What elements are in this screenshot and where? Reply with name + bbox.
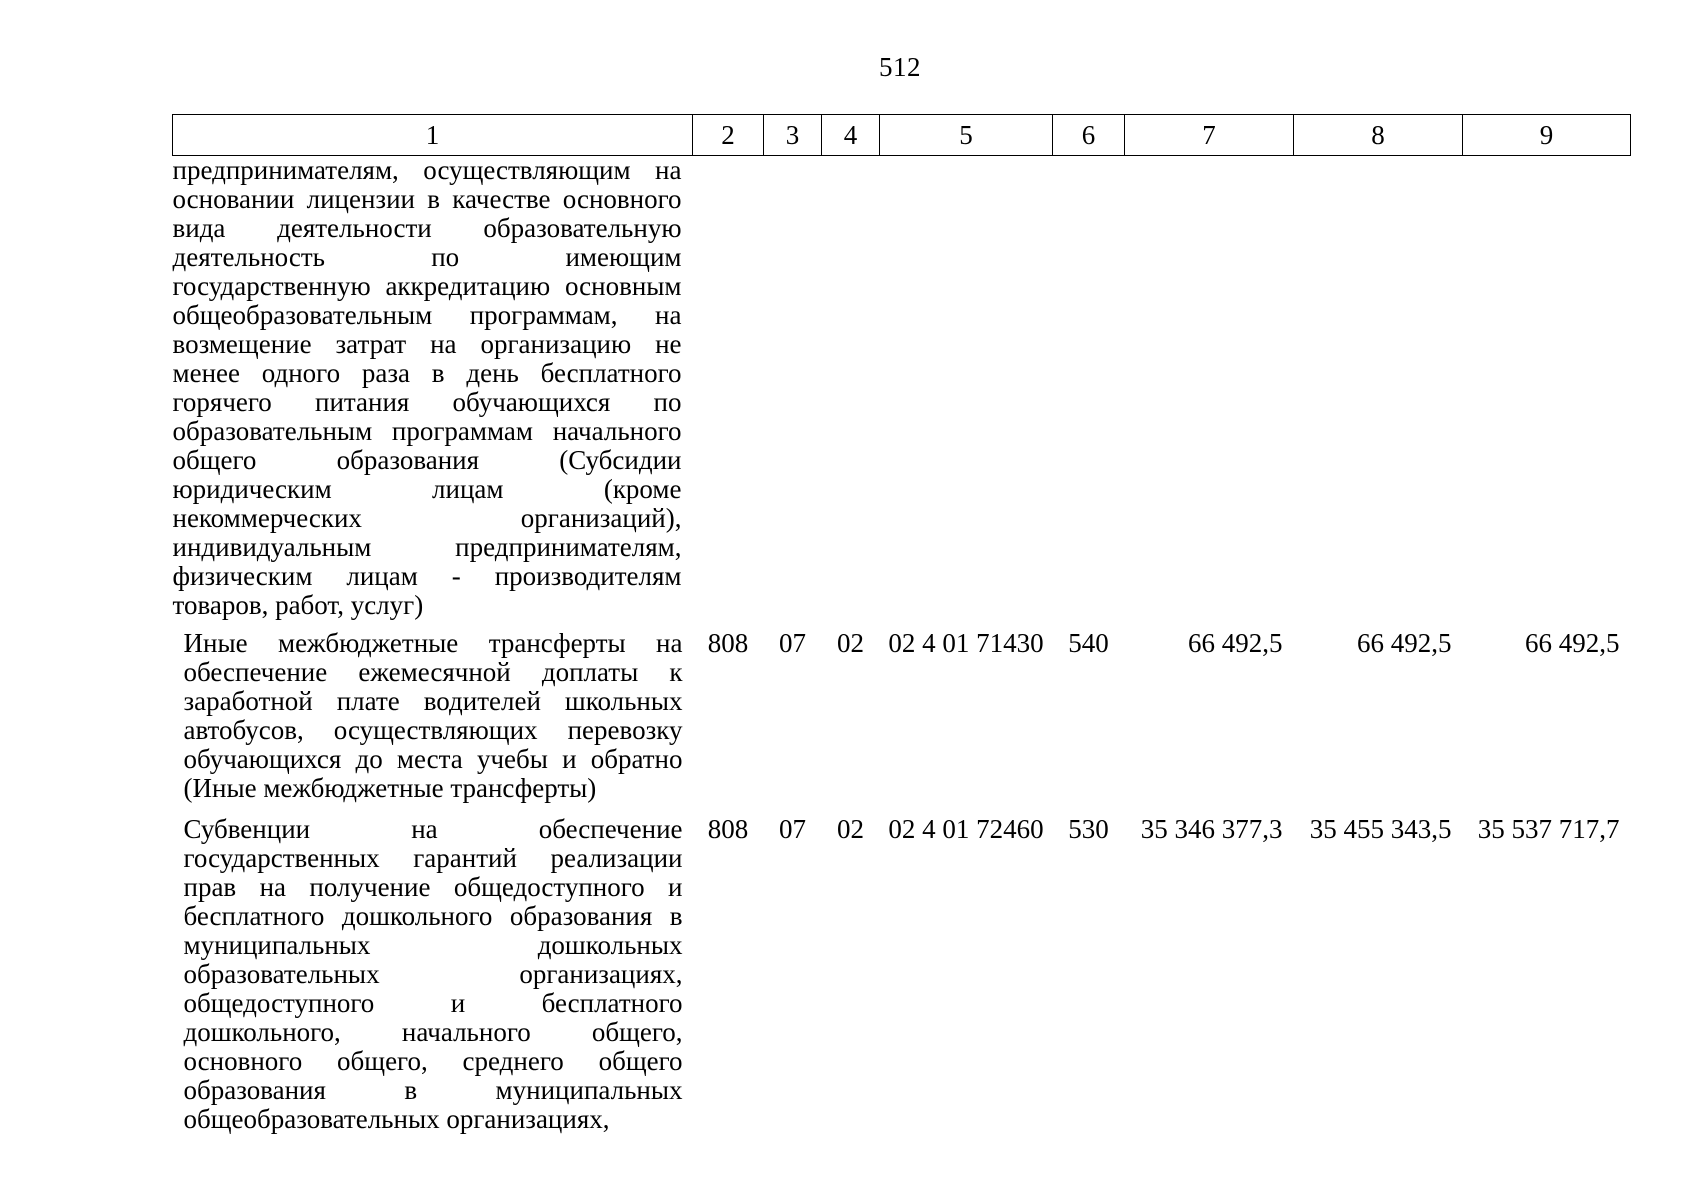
cell-ministry-code: [693, 156, 764, 621]
column-header: 2: [693, 115, 764, 156]
budget-table: [172, 114, 1631, 1134]
cell-expense-type: [1053, 156, 1125, 621]
cell-amount-col7: [1125, 156, 1294, 621]
cell-target-article: 02 4 01 72460: [888, 814, 1044, 844]
cell-amount-col7: 35 346 377,3: [1140, 814, 1283, 844]
column-header: 4: [822, 115, 880, 156]
page-number: 512: [879, 52, 921, 82]
column-header: 7: [1125, 115, 1294, 156]
row-description: Субвенции на обеспечение государственных гарантий реализации прав на получение общедоступного и бесплатного дошкольного образования в муниципальных дошкольных образовательных организациях, общедоступного и бесплатного дошкольного, начального общего, основного общего, среднего общего образования в муниципальных общеобразовательных организациях,: [183, 814, 683, 1134]
cell-ministry-code: 808: [707, 628, 749, 658]
table-body: [173, 156, 1631, 1135]
cell-amount-col7: 66 492,5: [1188, 628, 1283, 658]
column-header: 1: [173, 115, 693, 156]
cell-amount-col8: 66 492,5: [1357, 628, 1452, 658]
column-header: 3: [764, 115, 822, 156]
column-header: 5: [880, 115, 1053, 156]
cell-target-article: [880, 156, 1053, 621]
cell-amount-col9: 66 492,5: [1525, 628, 1620, 658]
column-header: 6: [1053, 115, 1125, 156]
cell-amount-col8: 35 455 343,5: [1309, 814, 1452, 844]
table-header: [173, 115, 1631, 156]
cell-subsection-code: 02: [837, 814, 864, 844]
column-header: 9: [1463, 115, 1631, 156]
table-row: [173, 803, 1631, 1134]
column-header: 8: [1294, 115, 1463, 156]
cell-amount-col8: [1294, 156, 1463, 621]
row-description: Иные межбюджетные трансферты на обеспечение ежемесячной доплаты к заработной плате водителей школьных автобусов, осуществляющих перевозку обучающихся до места учебы и обратно (Иные межбюджетные трансферты): [183, 628, 683, 803]
cell-expense-type: 530: [1068, 814, 1109, 844]
cell-subsection-code: [822, 156, 880, 621]
table-row: [173, 156, 1631, 621]
table-row: [173, 620, 1631, 803]
cell-ministry-code: 808: [707, 814, 749, 844]
cell-section-code: [764, 156, 822, 621]
cell-target-article: 02 4 01 71430: [888, 628, 1044, 658]
cell-section-code: 07: [779, 628, 806, 658]
cell-expense-type: 540: [1068, 628, 1109, 658]
header-row: [173, 115, 1631, 156]
cell-amount-col9: [1463, 156, 1631, 621]
cell-section-code: 07: [779, 814, 806, 844]
row-description: предпринимателям, осуществляющим на основании лицензии в качестве основного вида деятельности образовательную деятельность по имеющим государственную аккредитацию основным общеобразовательным программам, на возмещение затрат на организацию не менее одного раза в день бесплатного горячего питания обучающихся по образовательным программам начального общего образования (Субсидии юридическим лицам (кроме некоммерческих организаций), индивидуальным предпринимателям, физическим лицам - производителям товаров, работ, услуг): [172, 155, 682, 620]
cell-amount-col9: 35 537 717,7: [1477, 814, 1620, 844]
cell-subsection-code: 02: [837, 628, 864, 658]
